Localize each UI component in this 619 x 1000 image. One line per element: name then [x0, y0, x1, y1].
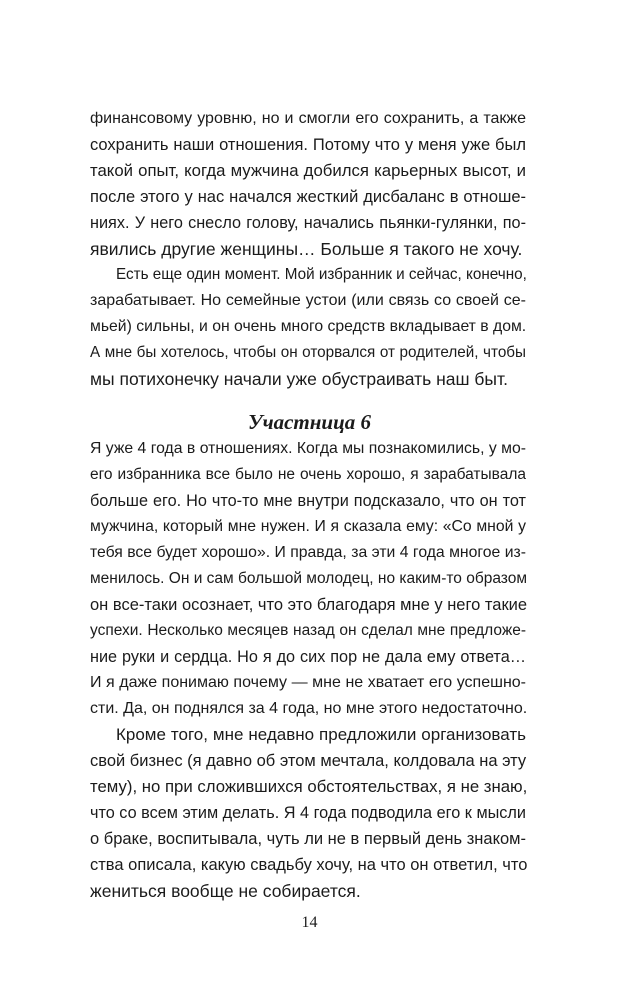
- paragraph: [90, 106, 526, 262]
- text-line: зарабатывает. Но семейные устои (или связь со своей се-: [90, 292, 526, 309]
- text-line: больше его. Но что-то мне внутри подсказало, что он тот: [90, 492, 526, 510]
- paragraph: [90, 436, 526, 722]
- text-line: его избранника все было не очень хорошо, я зарабатывала: [90, 466, 526, 483]
- text-line: жениться вообще не собирается.: [90, 881, 361, 901]
- text-line: тебя все будет хорошо». И правда, за эти 4 года многое из-: [90, 544, 526, 561]
- text-line: Кроме того, мне недавно предложили организовать: [116, 725, 526, 744]
- text-line: мужчина, который мне нужен. И я сказала ему: «Со мной у: [90, 518, 526, 535]
- text-line: мьей) сильны, и он очень много средств вкладывает в дом.: [90, 318, 527, 335]
- text-line: А мне бы хотелось, чтобы он оторвался от родителей, чтобы: [90, 344, 526, 361]
- text-line: тему), но при сложившихся обстоятельствах, я не знаю,: [90, 777, 528, 796]
- text-line: такой опыт, когда мужчина добился карьерных высот, и: [90, 161, 526, 180]
- text-line: что со всем этим делать. Я 4 года подводила его к мысли: [90, 804, 526, 822]
- page-number: 14: [301, 914, 318, 931]
- text-line: он все-таки осознает, что это благодаря мне у него такие: [90, 596, 528, 614]
- paragraph: [90, 722, 526, 904]
- paragraph: [90, 262, 526, 392]
- section-heading: Участница 6: [247, 410, 372, 434]
- text-line: явились другие женщины… Больше я такого не хочу.: [90, 239, 523, 259]
- text-line: И я даже понимаю почему — мне не хватает его успешно-: [90, 674, 526, 691]
- text-line: мы потихонечку начали уже обустраивать наш быт.: [90, 369, 508, 389]
- text-block-bottom: [90, 436, 526, 904]
- text-line: после этого у нас начался жесткий дисбаланс в отноше-: [90, 188, 526, 206]
- text-line: успехи. Несколько месяцев назад он сделал мне предложе-: [90, 622, 526, 639]
- text-line: свой бизнес (я давно об этом мечтала, колдовала на эту: [90, 752, 527, 770]
- text-line: о браке, воспитывала, чуть ли не в первый день знаком-: [90, 830, 526, 848]
- text-line: Есть еще один момент. Мой избранник и сейчас, конечно,: [116, 266, 527, 283]
- text-line: ние руки и сердца. Но я до сих пор не дала ему ответа…: [90, 648, 526, 666]
- text-line: финансовому уровню, но и смогли его сохранить, а также: [90, 110, 526, 127]
- text-line: ства описала, какую свадьбу хочу, на что он ответил, что: [90, 856, 528, 874]
- text-line: сти. Да, он поднялся за 4 года, но мне этого недостаточно.: [90, 700, 528, 717]
- text-line: сохранить наши отношения. Потому что у меня уже был: [90, 136, 526, 154]
- text-block-top: [90, 106, 526, 392]
- text-line: Я уже 4 года в отношениях. Когда мы познакомились, у мо-: [90, 440, 526, 457]
- text-line: ниях. У него снесло голову, начались пьянки-гулянки, по-: [90, 214, 526, 232]
- text-line: менилось. Он и сам большой молодец, но каким-то образом: [90, 570, 527, 587]
